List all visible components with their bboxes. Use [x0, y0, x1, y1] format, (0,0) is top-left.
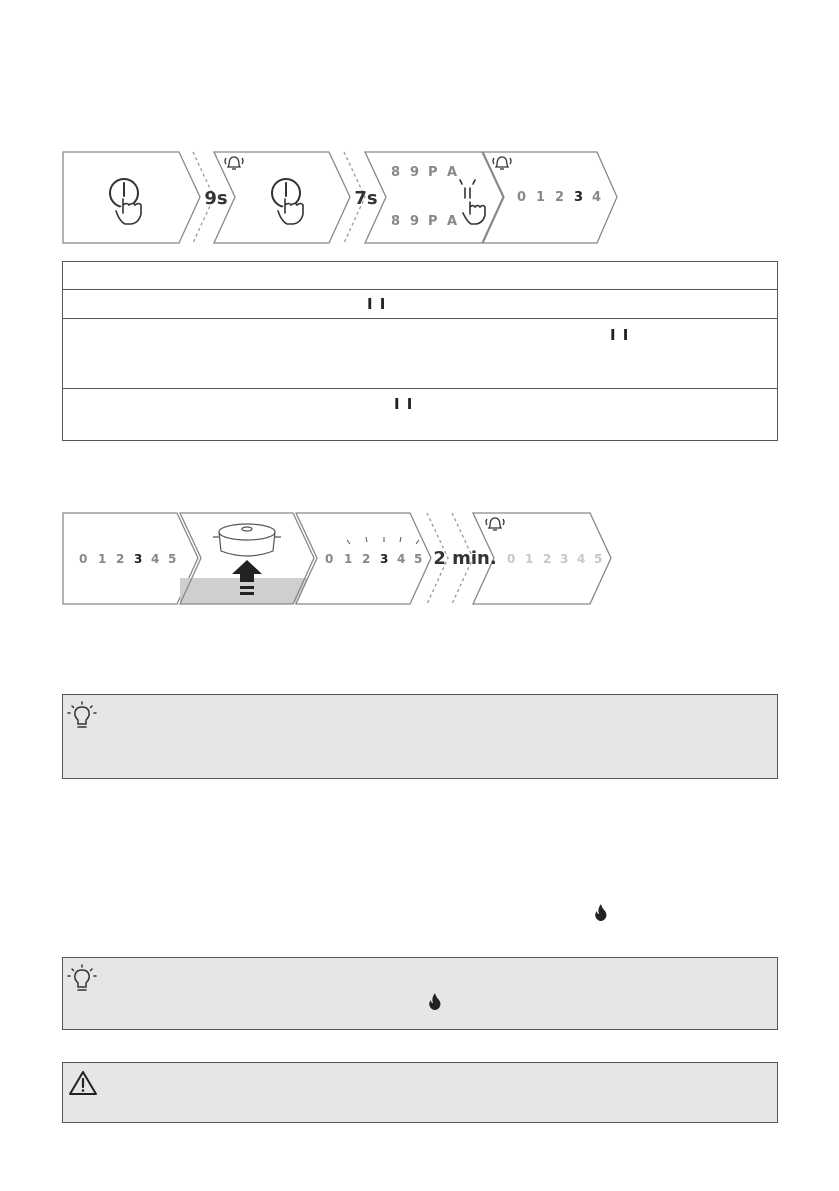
svg-text:A: A: [447, 165, 458, 180]
svg-text:3: 3: [560, 552, 569, 566]
svg-text:5: 5: [168, 552, 177, 566]
svg-text:4: 4: [397, 552, 406, 566]
warning-box: [62, 1062, 778, 1123]
duration-label: 2 min.: [433, 548, 497, 569]
svg-text:0: 0: [517, 190, 527, 205]
svg-text:9: 9: [410, 214, 420, 229]
svg-text:4: 4: [577, 552, 586, 566]
svg-text:8: 8: [391, 214, 401, 229]
pause-symbol: I I: [394, 395, 414, 413]
svg-text:0: 0: [507, 552, 516, 566]
pause-symbol: I I: [367, 295, 387, 313]
tip-box: [62, 957, 778, 1030]
svg-text:P: P: [428, 214, 438, 229]
svg-text:2: 2: [543, 552, 552, 566]
level-indicator: [79, 552, 176, 566]
level-indicator: [325, 552, 422, 566]
delay-label-2: 7s: [354, 188, 378, 209]
svg-text:4: 4: [151, 552, 160, 566]
svg-text:8: 8: [391, 165, 401, 180]
svg-text:2: 2: [116, 552, 125, 566]
warning-triangle-icon: [68, 1069, 98, 1097]
svg-text:3: 3: [574, 190, 584, 205]
svg-text:3: 3: [134, 552, 143, 566]
svg-text:1: 1: [536, 190, 546, 205]
svg-text:0: 0: [325, 552, 334, 566]
svg-text:1: 1: [98, 552, 107, 566]
svg-text:1: 1: [344, 552, 353, 566]
pause-symbol: I I: [610, 326, 630, 344]
delay-label-1: 9s: [204, 188, 228, 209]
bell-alarm-icon: [486, 518, 504, 530]
svg-text:2: 2: [362, 552, 371, 566]
svg-text:4: 4: [592, 190, 602, 205]
tip-box: [62, 694, 778, 779]
blink-marks-icon: [347, 537, 419, 544]
svg-text:5: 5: [594, 552, 603, 566]
flame-icon: [428, 992, 442, 1010]
svg-text:0: 0: [79, 552, 88, 566]
svg-text:2: 2: [555, 190, 565, 205]
lightbulb-icon: [67, 964, 97, 994]
svg-text:P: P: [428, 165, 438, 180]
svg-text:3: 3: [380, 552, 389, 566]
svg-text:1: 1: [525, 552, 534, 566]
flame-icon: [594, 903, 608, 921]
lightbulb-icon: [67, 701, 97, 731]
svg-text:A: A: [447, 214, 458, 229]
level-indicator-faded: [507, 552, 602, 566]
pot-icon: [213, 524, 281, 556]
svg-text:5: 5: [414, 552, 423, 566]
svg-text:9: 9: [410, 165, 420, 180]
